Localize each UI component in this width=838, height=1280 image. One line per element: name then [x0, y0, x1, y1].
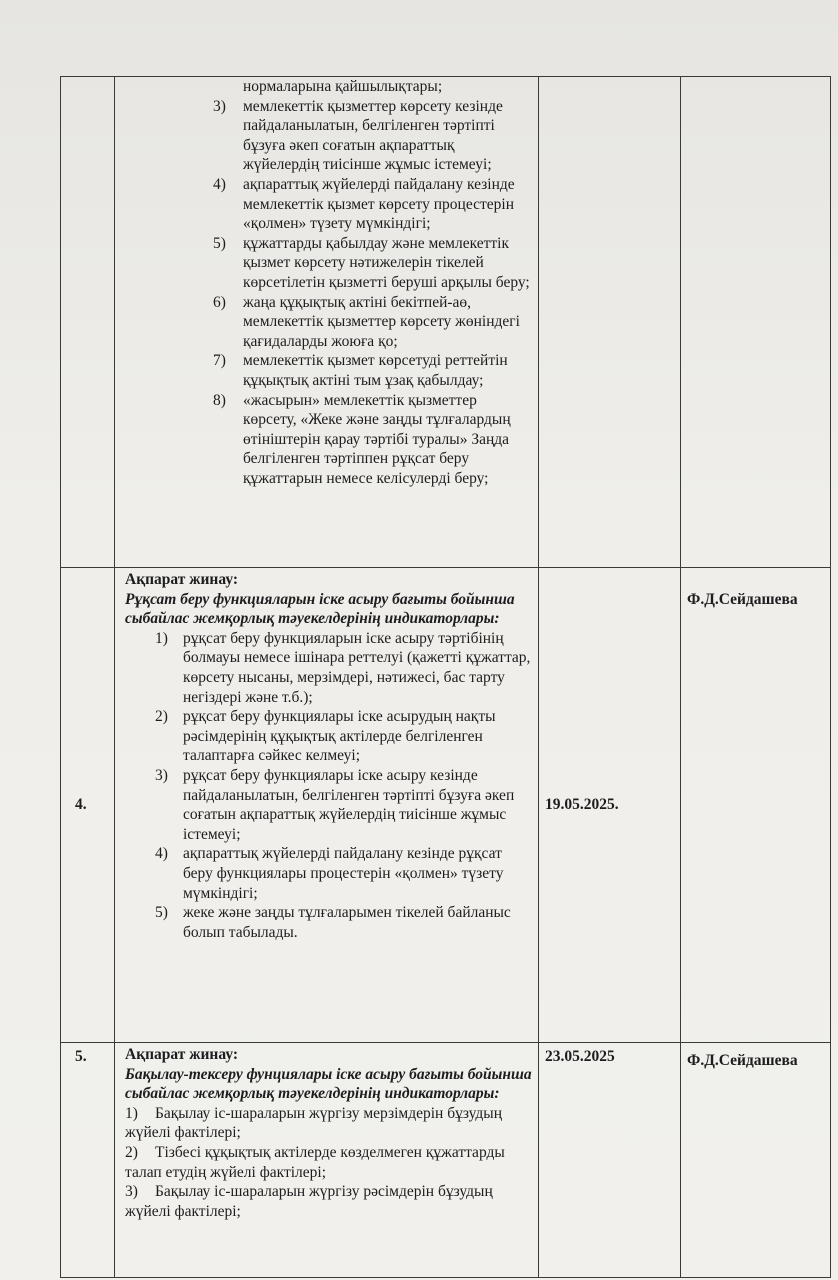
list-item-text: құжаттарды қабылдау және мемлекеттік қызмет көрсету нәтижелерін тікелей көрсетілетін қызметті беруші арқылы беру;: [243, 234, 530, 291]
section-heading: Ақпарат жинау:: [125, 1046, 239, 1063]
list-item-text: жаңа құқықтық актіні бекітпей-аө, мемлекеттік қызметтер көрсету жөніндегі қағидаларды жоюға қо;: [243, 293, 520, 350]
list-marker: 2): [125, 1143, 138, 1161]
row-content-cell: [115, 1043, 539, 1278]
list-item-text: рұқсат беру функциялары іске асыру кезінде пайдаланылатын, белгіленген тәртіпті бұзуға әкеп соғатын ақпараттық жүйелердің тиісінше жұмыс істемеуі;: [183, 766, 515, 843]
row-date-cell: [539, 77, 681, 568]
list-item: [125, 1143, 532, 1182]
list-marker: 5): [213, 234, 226, 252]
table-row: [61, 77, 831, 568]
list-marker: 3): [155, 766, 168, 784]
row-content-cell: [115, 77, 539, 568]
list-item-text: Тізбесі құқықтық актілерде көзделмеген құжаттарды талап етудің жүйелі фактілері;: [125, 1143, 505, 1181]
list-marker: 2): [155, 708, 168, 726]
list-item: [125, 844, 532, 903]
list-item: [125, 903, 532, 942]
indicator-list: [125, 97, 532, 489]
list-item-text: ақпараттық жүйелерді пайдалану кезінде рұқсат беру функциялары процестерін «қолмен» түзету мүмкіндігі;: [183, 845, 504, 902]
row-number-cell: 4.: [61, 568, 115, 1043]
section-subheading: Рұқсат беру функцияларын іске асыру бағыты бойынша сыбайлас жемқорлық тәуекелдерінің индикаторлары:: [125, 590, 515, 628]
list-item: [125, 629, 532, 707]
row-responsible-cell: [681, 77, 831, 568]
list-item: [125, 1182, 532, 1221]
row-date-cell: 23.05.2025: [539, 1043, 681, 1278]
list-marker: 4): [155, 845, 168, 863]
list-item-text: Бақылау іс-шараларын жүргізу рәсімдерін бұзудың жүйелі фактілері;: [125, 1183, 493, 1220]
list-item-text: рұқсат беру функцияларын іске асыру тәртібінің болмауы немесе ішінара реттелуі (қажетті құжаттар, көрсету нысаны, мерзімдері, нәтижесі, бас тарту негіздері және т.б.);: [183, 629, 531, 706]
plan-table: [60, 76, 831, 1278]
list-item-text: мемлекеттік қызмет көрсетуді реттейтін құқықтық актіні тым ұзақ қабылдау;: [243, 352, 508, 389]
list-marker: 4): [213, 175, 226, 193]
row-responsible-cell: Ф.Д.Сейдашева: [681, 568, 831, 1043]
row-content-cell: [115, 568, 539, 1043]
list-marker: 8): [213, 391, 226, 409]
intro-line: нормаларына қайшылықтары;: [243, 78, 443, 95]
list-item-text: Бақылау іс-шараларын жүргізу мерзімдерін бұзудың жүйелі фактілері;: [125, 1104, 503, 1142]
list-item: [125, 234, 532, 293]
list-item: [125, 707, 532, 766]
list-item-text: рұқсат беру функциялары іске асырудың нақты рәсімдерінің құқықтық актілерде белгіленген талаптарға сәйкес келмеуі;: [183, 708, 496, 765]
list-item-text: «жасырын» мемлекеттік қызметтер көрсету, «Жеке және заңды тұлғалардың өтініштерін қарау тәртібі туралы» Заңда белгіленген тәртіппен рұқсат беру құжаттарын немесе келісулерді беру;: [243, 391, 511, 487]
table-row: [61, 1043, 831, 1278]
row-number-cell: [61, 77, 115, 568]
row-date-cell: 19.05.2025.: [539, 568, 681, 1043]
section-heading: Ақпарат жинау:: [125, 571, 239, 588]
list-marker: 3): [125, 1183, 138, 1201]
list-marker: 7): [213, 352, 226, 370]
list-item: [125, 97, 532, 175]
list-item: [125, 293, 532, 352]
list-item: [125, 1104, 532, 1143]
list-item: [125, 391, 532, 489]
table-row: [61, 568, 831, 1043]
list-item-text: ақпараттық жүйелерді пайдалану кезінде мемлекеттік қызмет көрсету процестерін «қолмен» түзету мүмкіндігі;: [243, 175, 515, 233]
list-marker: 3): [213, 97, 226, 115]
list-marker: 1): [155, 629, 168, 647]
indicator-list: [125, 629, 532, 943]
list-marker: 5): [155, 904, 168, 922]
list-item: [125, 175, 532, 234]
list-marker: 1): [125, 1104, 138, 1122]
list-item: [125, 766, 532, 844]
row-number-cell: 5.: [61, 1043, 115, 1278]
list-item-text: жеке және заңды тұлғаларымен тікелей байланыс болып табылады.: [183, 904, 511, 941]
list-marker: 6): [213, 293, 226, 311]
list-item-text: мемлекеттік қызметтер көрсету кезінде пайдаланылатын, белгіленген тәртіпті бұзуға әкеп соғатын ақпараттық жүйелердің тиісінше жұмыс істемеуі;: [243, 97, 503, 174]
row-responsible-cell: Ф.Д.Сейдашева: [681, 1043, 831, 1278]
list-item: [125, 351, 532, 390]
section-subheading: Бақылау-тексеру фунциялары іске асыру бағыты бойынша сыбайлас жемқорлық тәуекелдерінің индикаторлары:: [125, 1065, 532, 1103]
indicator-list: [125, 1104, 532, 1222]
